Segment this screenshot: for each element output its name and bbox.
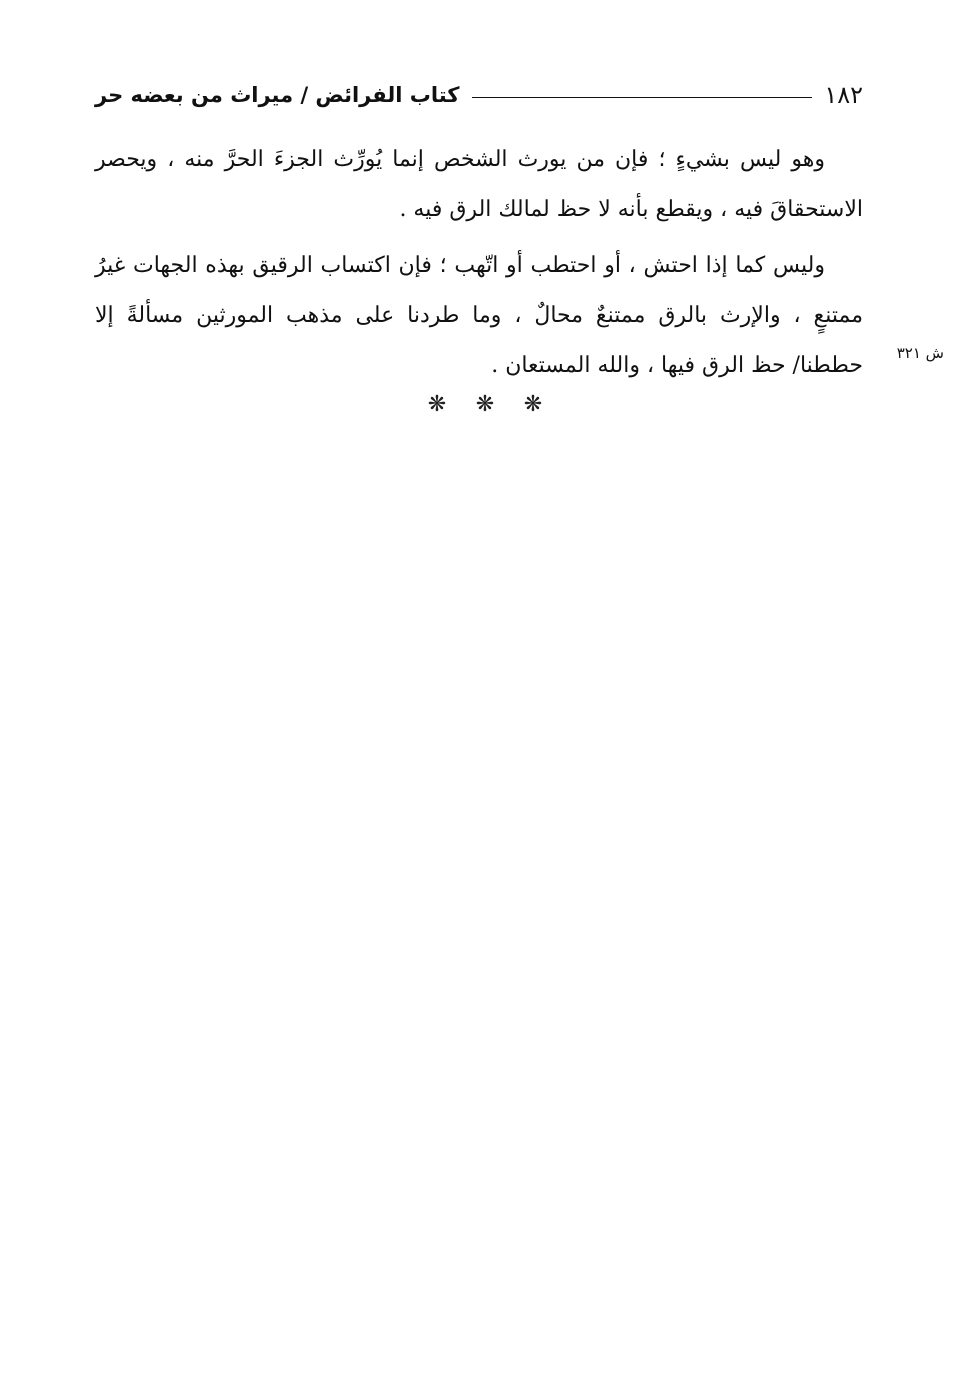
running-header [95,78,863,112]
header-title: كتاب الفرائض / ميراث من بعضه حر [95,83,460,107]
section-ornament [395,392,575,417]
margin-folio-note: ش ٣٢١ [896,344,944,362]
asterism-icon: ❋ [475,392,495,417]
asterism-icon: ❋ [523,392,543,417]
header-rule [472,97,813,98]
page-number: ١٨٢ [824,81,863,109]
paragraph-2: وليس كما إذا احتش ، أو احتطب أو اتّهب ؛ فإن اكتساب الرقيق بهذه الجهات غيرُ ممتنعٍ ، والإرث بالرق ممتنعٌ محالٌ ، وما طردنا على مذهب المورثين مسألةً إلا حططنا/ حظ الرق فيها ، والله المستعان . [95,253,863,378]
asterism-icon: ❋ [427,392,447,417]
paragraph-1: وهو ليس بشيءٍ ؛ فإن من يورث الشخص إنما يُورِّث الجزءَ الحرَّ منه ، ويحصر الاستحقاقَ فيه ، ويقطع بأنه لا حظ لمالك الرق فيه . [95,147,863,222]
body-text [95,135,863,397]
